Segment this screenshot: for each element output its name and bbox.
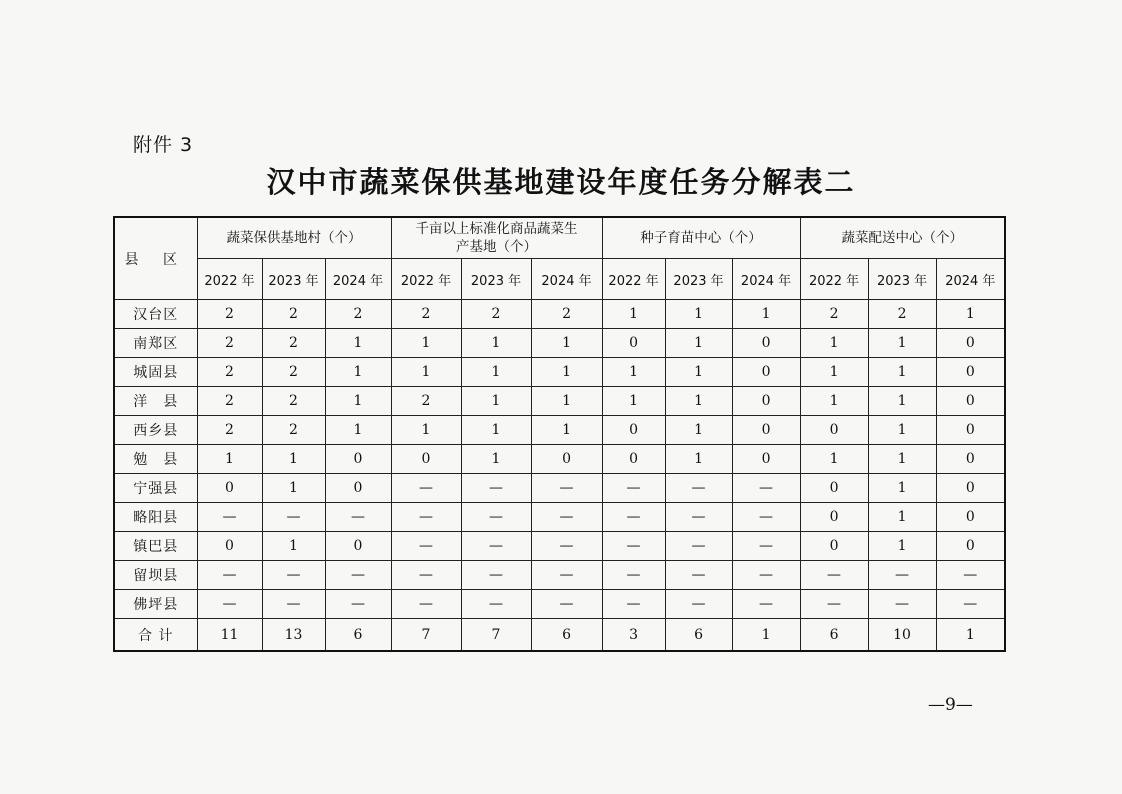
value-cell: —	[391, 590, 461, 619]
value-cell: 0	[936, 445, 1005, 474]
value-cell: —	[325, 561, 391, 590]
value-cell: —	[391, 503, 461, 532]
value-cell: 0	[800, 416, 868, 445]
value-cell: 1	[602, 358, 665, 387]
value-cell: 2	[868, 300, 936, 329]
value-cell: 0	[800, 503, 868, 532]
value-cell: 1	[800, 445, 868, 474]
value-cell: 2	[531, 300, 602, 329]
value-cell: 1	[732, 300, 800, 329]
value-cell: 1	[262, 474, 325, 503]
value-cell: —	[665, 503, 732, 532]
group-header-distribution-center: 蔬菜配送中心（个）	[800, 217, 1005, 259]
table-row	[114, 387, 1005, 416]
value-cell: 1	[531, 329, 602, 358]
value-cell: 6	[531, 619, 602, 652]
value-cell: 0	[936, 503, 1005, 532]
value-cell: 0	[936, 532, 1005, 561]
value-cell: —	[732, 474, 800, 503]
year-header: 2024 年	[531, 259, 602, 300]
value-cell: —	[602, 561, 665, 590]
table-row	[114, 590, 1005, 619]
value-cell: —	[461, 532, 531, 561]
value-cell: —	[602, 532, 665, 561]
value-cell: —	[325, 503, 391, 532]
value-cell: 2	[197, 300, 262, 329]
value-cell: 1	[665, 445, 732, 474]
value-cell: 1	[461, 416, 531, 445]
value-cell: 1	[732, 619, 800, 652]
value-cell: —	[391, 474, 461, 503]
value-cell: 0	[732, 416, 800, 445]
value-cell: 1	[936, 619, 1005, 652]
value-cell: —	[732, 503, 800, 532]
value-cell: 2	[262, 329, 325, 358]
value-cell: 0	[197, 532, 262, 561]
table-row	[114, 358, 1005, 387]
value-cell: —	[732, 532, 800, 561]
value-cell: —	[531, 590, 602, 619]
year-header: 2024 年	[732, 259, 800, 300]
value-cell: 0	[732, 387, 800, 416]
county-name: 汉台区	[114, 300, 197, 329]
year-header: 2023 年	[868, 259, 936, 300]
value-cell: 0	[531, 445, 602, 474]
value-cell: 1	[800, 358, 868, 387]
value-cell: —	[602, 503, 665, 532]
year-header: 2023 年	[461, 259, 531, 300]
page-title: 汉中市蔬菜保供基地建设年度任务分解表二	[266, 165, 856, 199]
year-header-row	[114, 259, 1005, 300]
value-cell: 1	[531, 387, 602, 416]
value-cell: —	[197, 590, 262, 619]
value-cell: 0	[936, 387, 1005, 416]
value-cell: 1	[461, 387, 531, 416]
year-header: 2024 年	[936, 259, 1005, 300]
value-cell: 0	[800, 532, 868, 561]
value-cell: —	[391, 561, 461, 590]
county-name: 合 计	[114, 619, 197, 652]
value-cell: 0	[936, 474, 1005, 503]
year-header: 2024 年	[325, 259, 391, 300]
table-body	[114, 300, 1005, 652]
value-cell: 1	[665, 358, 732, 387]
table-row	[114, 445, 1005, 474]
value-cell: —	[197, 561, 262, 590]
value-cell: 1	[325, 358, 391, 387]
value-cell: 1	[325, 329, 391, 358]
county-name: 宁强县	[114, 474, 197, 503]
value-cell: 1	[461, 445, 531, 474]
value-cell: 6	[325, 619, 391, 652]
value-cell: —	[531, 561, 602, 590]
value-cell: —	[461, 561, 531, 590]
table-row	[114, 416, 1005, 445]
value-cell: 1	[262, 532, 325, 561]
county-name: 略阳县	[114, 503, 197, 532]
value-cell: 1	[602, 387, 665, 416]
value-cell: 2	[262, 416, 325, 445]
county-name: 佛坪县	[114, 590, 197, 619]
value-cell: —	[262, 561, 325, 590]
value-cell: —	[602, 474, 665, 503]
table-row	[114, 503, 1005, 532]
value-cell: 2	[461, 300, 531, 329]
value-cell: 1	[868, 416, 936, 445]
group-header-base-village: 蔬菜保供基地村（个）	[197, 217, 391, 259]
value-cell: —	[325, 590, 391, 619]
value-cell: —	[531, 532, 602, 561]
value-cell: 1	[800, 387, 868, 416]
year-header: 2022 年	[391, 259, 461, 300]
value-cell: 7	[461, 619, 531, 652]
value-cell: 10	[868, 619, 936, 652]
table-row	[114, 300, 1005, 329]
county-name: 勉 县	[114, 445, 197, 474]
county-name: 留坝县	[114, 561, 197, 590]
value-cell: 2	[262, 358, 325, 387]
value-cell: 0	[602, 329, 665, 358]
value-cell: —	[732, 590, 800, 619]
value-cell: —	[461, 503, 531, 532]
total-row	[114, 619, 1005, 652]
value-cell: —	[461, 590, 531, 619]
value-cell: 0	[800, 474, 868, 503]
value-cell: 6	[800, 619, 868, 652]
value-cell: 0	[325, 474, 391, 503]
value-cell: 0	[325, 532, 391, 561]
value-cell: 1	[868, 358, 936, 387]
value-cell: 2	[262, 300, 325, 329]
value-cell: 0	[936, 416, 1005, 445]
value-cell: 1	[665, 329, 732, 358]
value-cell: 0	[732, 358, 800, 387]
value-cell: 1	[868, 387, 936, 416]
value-cell: 2	[197, 329, 262, 358]
value-cell: 1	[391, 358, 461, 387]
value-cell: 1	[800, 329, 868, 358]
value-cell: 0	[936, 358, 1005, 387]
value-cell: 2	[262, 387, 325, 416]
value-cell: 1	[665, 416, 732, 445]
value-cell: 1	[531, 358, 602, 387]
value-cell: 0	[936, 329, 1005, 358]
value-cell: 1	[262, 445, 325, 474]
county-name: 城固县	[114, 358, 197, 387]
value-cell: —	[531, 474, 602, 503]
value-cell: 1	[602, 300, 665, 329]
value-cell: —	[665, 561, 732, 590]
task-breakdown-table	[113, 216, 1006, 652]
value-cell: 2	[197, 416, 262, 445]
county-name: 南郑区	[114, 329, 197, 358]
year-header: 2022 年	[602, 259, 665, 300]
value-cell: 0	[391, 445, 461, 474]
year-header: 2022 年	[197, 259, 262, 300]
group-header-seedling-center: 种子育苗中心（个）	[602, 217, 800, 259]
value-cell: —	[665, 474, 732, 503]
value-cell: 3	[602, 619, 665, 652]
value-cell: —	[461, 474, 531, 503]
value-cell: 1	[868, 503, 936, 532]
value-cell: 2	[391, 300, 461, 329]
value-cell: —	[800, 561, 868, 590]
year-header: 2022 年	[800, 259, 868, 300]
value-cell: 7	[391, 619, 461, 652]
value-cell: 1	[391, 416, 461, 445]
value-cell: —	[868, 590, 936, 619]
value-cell: 1	[868, 532, 936, 561]
value-cell: —	[665, 532, 732, 561]
value-cell: 1	[461, 329, 531, 358]
value-cell: —	[531, 503, 602, 532]
value-cell: —	[262, 503, 325, 532]
value-cell: 1	[868, 329, 936, 358]
value-cell: 13	[262, 619, 325, 652]
table-row	[114, 474, 1005, 503]
value-cell: 0	[602, 445, 665, 474]
page-number: —9—	[928, 695, 973, 715]
value-cell: 1	[325, 416, 391, 445]
value-cell: 0	[732, 445, 800, 474]
year-header: 2023 年	[262, 259, 325, 300]
county-name: 镇巴县	[114, 532, 197, 561]
value-cell: —	[602, 590, 665, 619]
value-cell: —	[665, 590, 732, 619]
value-cell: 1	[665, 387, 732, 416]
value-cell: 2	[325, 300, 391, 329]
value-cell: 2	[197, 358, 262, 387]
value-cell: —	[732, 561, 800, 590]
value-cell: 1	[665, 300, 732, 329]
value-cell: —	[868, 561, 936, 590]
value-cell: 1	[325, 387, 391, 416]
value-cell: 1	[461, 358, 531, 387]
value-cell: —	[197, 503, 262, 532]
value-cell: —	[262, 590, 325, 619]
attachment-label: 附件 3	[133, 134, 194, 156]
value-cell: 2	[800, 300, 868, 329]
table-row	[114, 329, 1005, 358]
value-cell: 11	[197, 619, 262, 652]
table-row	[114, 561, 1005, 590]
county-column-header: 县 区	[114, 217, 197, 300]
value-cell: 2	[197, 387, 262, 416]
value-cell: 2	[391, 387, 461, 416]
value-cell: 6	[665, 619, 732, 652]
value-cell: 1	[391, 329, 461, 358]
value-cell: —	[391, 532, 461, 561]
value-cell: 0	[732, 329, 800, 358]
value-cell: —	[936, 561, 1005, 590]
value-cell: 1	[868, 445, 936, 474]
value-cell: 0	[602, 416, 665, 445]
value-cell: 1	[868, 474, 936, 503]
value-cell: —	[800, 590, 868, 619]
value-cell: 0	[325, 445, 391, 474]
value-cell: 1	[531, 416, 602, 445]
table-row	[114, 532, 1005, 561]
value-cell: —	[936, 590, 1005, 619]
county-name: 洋 县	[114, 387, 197, 416]
value-cell: 1	[936, 300, 1005, 329]
county-name: 西乡县	[114, 416, 197, 445]
value-cell: 0	[197, 474, 262, 503]
group-header-standard-base: 千亩以上标准化商品蔬菜生产基地（个）	[391, 217, 602, 259]
value-cell: 1	[197, 445, 262, 474]
year-header: 2023 年	[665, 259, 732, 300]
group-header-row	[114, 217, 1005, 259]
